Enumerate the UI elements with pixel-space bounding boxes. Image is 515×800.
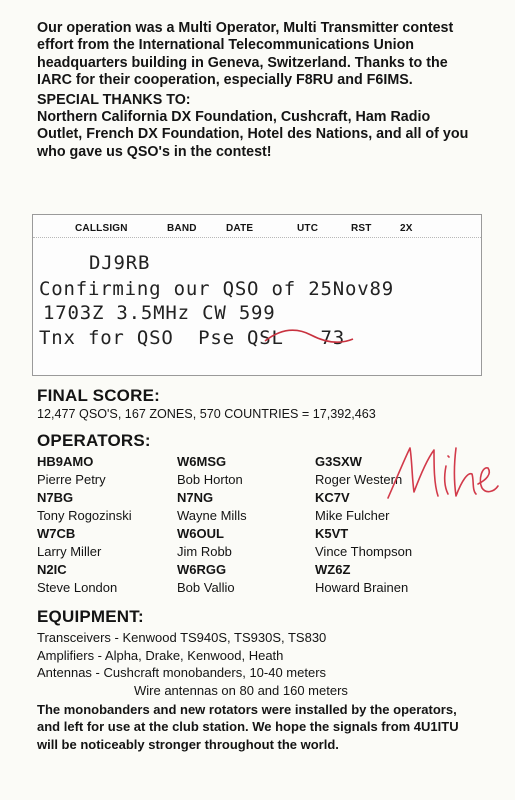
intro-section: [37, 20, 477, 161]
operator-name: Larry Miller: [37, 544, 102, 559]
operator-name: Steve London: [37, 580, 118, 595]
operator-entry: [315, 561, 408, 597]
operator-name: Bob Horton: [177, 472, 243, 487]
operator-entry: [315, 489, 389, 525]
handwritten-signature: [382, 440, 502, 510]
operator-callsign: N7BG: [37, 490, 74, 505]
operator-name: Howard Brainen: [315, 580, 409, 595]
operator-name: Mike Fulcher: [315, 508, 390, 523]
operator-name: Bob Vallio: [177, 580, 235, 595]
special-thanks-text: Northern California DX Foundation, Cushcraft, Ham Radio Outlet, French DX Foundation, Hotel des Nations, and all of you who gave us QSO's in the contest!: [37, 109, 469, 160]
operator-callsign: N7NG: [177, 490, 214, 505]
operators-heading: OPERATORS:: [37, 431, 151, 450]
operator-entry: [177, 453, 243, 489]
qso-thanks-line: Tnx for QSO Pse QSL 73: [39, 327, 345, 349]
header-band: BAND: [167, 223, 197, 234]
header-2x: 2X: [400, 223, 413, 234]
operator-name: Roger Western: [315, 472, 403, 487]
closing-paragraph: The monobanders and new rotators were installed by the operators, and left for use at the club station. We hope the signals from 4U1ITU will be noticeably stronger throughout the world.: [37, 702, 459, 752]
operator-callsign: WZ6Z: [315, 562, 351, 577]
operator-callsign: W6MSG: [177, 454, 227, 469]
operator-entry: [37, 489, 132, 525]
operator-entry: [177, 561, 235, 597]
operator-entry: [37, 453, 106, 489]
qso-details-line: 1703Z 3.5MHz CW 599: [43, 302, 276, 324]
operator-name: Jim Robb: [177, 544, 232, 559]
intro-paragraph: Our operation was a Multi Operator, Multi Transmitter contest effort from the International Telecommunications Union headquarters building in Geneva, Switzerland. Thanks to the IARC for their cooperation, especially F8RU and F6IMS.: [37, 20, 454, 89]
operator-name: Pierre Petry: [37, 472, 106, 487]
operator-entry: [37, 561, 117, 597]
equipment-heading: EQUIPMENT:: [37, 607, 144, 626]
operator-entry: [177, 489, 247, 525]
operator-entry: [315, 525, 412, 561]
operator-callsign: K5VT: [315, 526, 349, 541]
equipment-transceivers: Transceivers - Kenwood TS940S, TS930S, TS830: [37, 630, 327, 645]
operator-name: Vince Thompson: [315, 544, 413, 559]
equipment-wire-antennas: Wire antennas on 80 and 160 meters: [134, 682, 348, 698]
header-callsign: CALLSIGN: [75, 223, 128, 234]
operator-entry: [37, 525, 101, 561]
operator-name: Wayne Mills: [177, 508, 247, 523]
operator-callsign: W7CB: [37, 526, 76, 541]
equipment-list: [37, 629, 487, 699]
operator-callsign: W6OUL: [177, 526, 224, 541]
operator-callsign: KC7V: [315, 490, 350, 505]
equipment-amplifiers: Amplifiers - Alpha, Drake, Kenwood, Heath: [37, 647, 284, 663]
operator-callsign: G3SXW: [315, 454, 362, 469]
pen-strike-mark: [33, 215, 481, 375]
qso-callsign: DJ9RB: [89, 252, 151, 274]
operator-callsign: W6RGG: [177, 562, 227, 577]
operator-name: Tony Rogozinski: [37, 508, 132, 523]
final-score-text: 12,477 QSO'S, 167 ZONES, 570 COUNTRIES = 17,392,463: [37, 407, 376, 421]
header-date: DATE: [226, 223, 254, 234]
header-utc: UTC: [297, 223, 319, 234]
special-thanks-heading: SPECIAL THANKS TO:: [37, 91, 191, 108]
final-score-heading: FINAL SCORE:: [37, 386, 160, 405]
operator-callsign: HB9AMO: [37, 454, 94, 469]
qso-confirmation-box: [32, 214, 482, 376]
qso-confirm-line: Confirming our QSO of 25Nov89: [39, 278, 394, 300]
operator-callsign: N2IC: [37, 562, 67, 577]
operator-entry: [177, 525, 232, 561]
header-rst: RST: [351, 223, 372, 234]
equipment-antennas: Antennas - Cushcraft monobanders, 10-40 meters: [37, 665, 327, 681]
